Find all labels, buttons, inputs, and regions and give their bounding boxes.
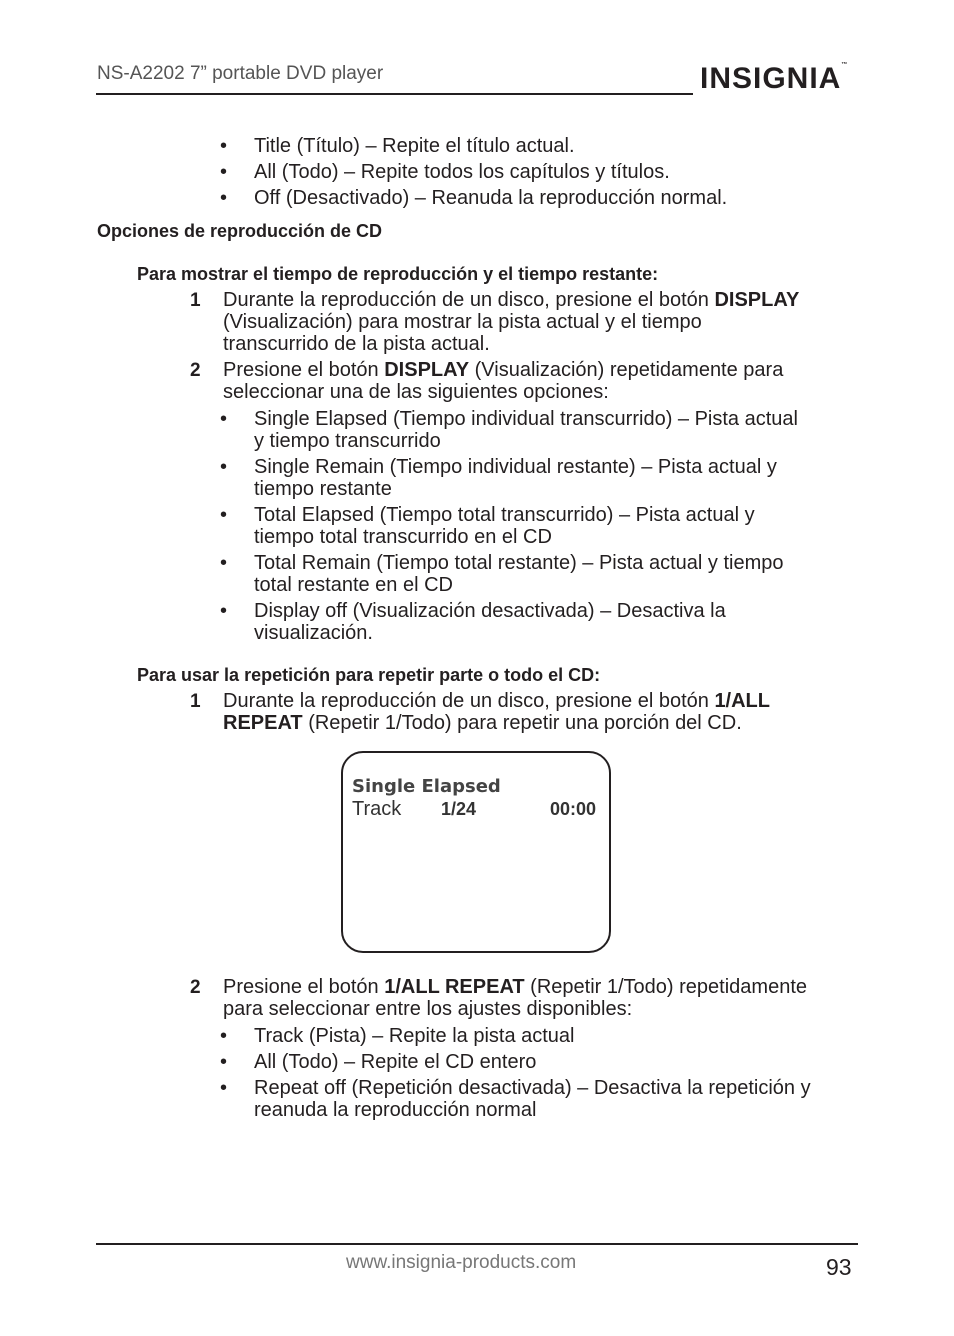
bullet-icon: •	[220, 600, 228, 622]
footer-rule	[96, 1243, 858, 1245]
page-number: 93	[826, 1254, 852, 1280]
step-text: Presione el botón 1/ALL REPEAT (Repetir 1/Todo) repetidamente para seleccionar entre los ajustes disponibles:	[223, 976, 807, 1020]
screen-track-number: 1/24	[441, 799, 477, 819]
screen-time: 00:00	[550, 799, 597, 819]
bullet-icon: •	[220, 1077, 228, 1099]
step-text: Durante la reproducción de un disco, presione el botón DISPLAY (Visualización) para mostrar la pista actual y el tiempo transcurrido de la pista actual.	[223, 289, 800, 355]
subsection-heading: Para mostrar el tiempo de reproducción y el tiempo restante:	[137, 264, 659, 284]
step-number: 2	[190, 360, 201, 381]
brand-logo: INSIGNIA™	[700, 62, 849, 95]
bullet-icon: •	[220, 456, 228, 478]
step-number: 1	[190, 290, 201, 311]
step-number: 2	[190, 977, 201, 998]
header-rule	[96, 93, 693, 95]
bullet-icon: •	[220, 187, 228, 209]
step-text: Presione el botón DISPLAY (Visualización) repetidamente para seleccionar una de las siguientes opciones:	[223, 359, 784, 403]
document-header-title: NS-A2202 7” portable DVD player	[97, 63, 384, 84]
screen-mode-label: Single Elapsed	[352, 776, 501, 797]
bullet-icon: •	[220, 1025, 228, 1047]
bullet-icon: •	[220, 135, 228, 157]
bullet-icon: •	[220, 161, 228, 183]
subsection-heading: Para usar la repetición para repetir parte o todo el CD:	[137, 665, 601, 685]
screen-track-label: Track	[352, 798, 402, 820]
section-title: Opciones de reproducción de CD	[97, 221, 383, 241]
bullet-icon: •	[220, 552, 228, 574]
step-number: 1	[190, 691, 201, 712]
footer-url: www.insignia-products.com	[346, 1252, 577, 1273]
bullet-icon: •	[220, 504, 228, 526]
bullet-icon: •	[220, 1051, 228, 1073]
step-text: Durante la reproducción de un disco, presione el botón 1/ALL REPEAT (Repetir 1/Todo) para repetir una porción del CD.	[223, 690, 770, 734]
bullet-icon: •	[220, 408, 228, 430]
